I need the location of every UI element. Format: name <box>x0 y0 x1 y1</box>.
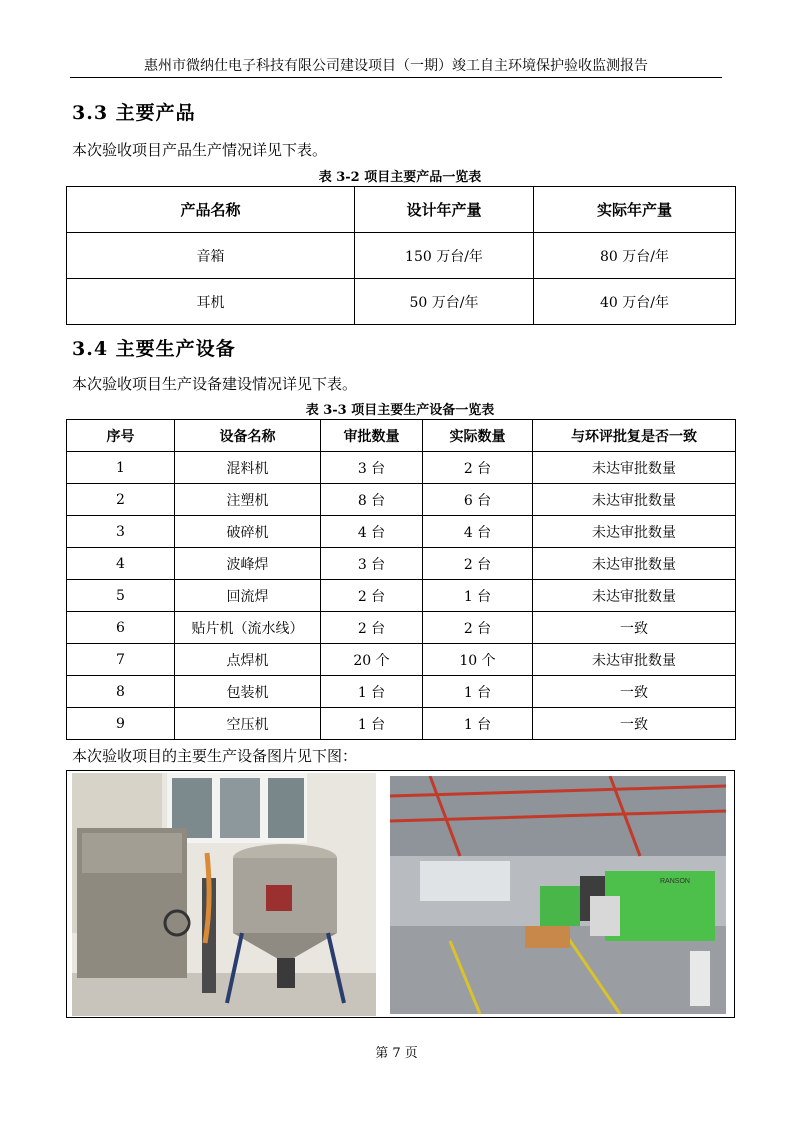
table-cell: 8 <box>67 676 175 708</box>
report-header: 惠州市微纳仕电子科技有限公司建设项目（一期）竣工自主环境保护验收监测报告 <box>144 58 648 74</box>
table-cell: 1 台 <box>423 708 533 740</box>
table-cell: 5 <box>67 580 175 612</box>
equipment-intro: 本次验收项目生产设备建设情况详见下表。 <box>72 375 358 393</box>
table-cell: 未达审批数量 <box>533 452 736 484</box>
table-cell: 回流焊 <box>175 580 321 612</box>
equipment-table-caption: 表 3-3 项目主要生产设备一览表 <box>305 403 495 418</box>
table-row <box>67 676 736 708</box>
table-cell: 9 <box>67 708 175 740</box>
table-cell: 破碎机 <box>175 516 321 548</box>
table-header-row <box>67 187 736 233</box>
table-cell: 3 <box>67 516 175 548</box>
table-cell: 2 <box>67 484 175 516</box>
table-cell: 包装机 <box>175 676 321 708</box>
table-cell: 150 万台/年 <box>355 233 534 279</box>
table-cell: 贴片机（流水线） <box>175 612 321 644</box>
table-cell: 8 台 <box>321 484 423 516</box>
table-cell: 4 台 <box>423 516 533 548</box>
table-cell: 混料机 <box>175 452 321 484</box>
table-cell: 未达审批数量 <box>533 644 736 676</box>
table-cell: 未达审批数量 <box>533 516 736 548</box>
table-row <box>67 612 736 644</box>
table-row <box>67 233 736 279</box>
table-cell: 10 个 <box>423 644 533 676</box>
machine-brand-label: RANSON <box>660 878 690 885</box>
table-cell: 80 万台/年 <box>534 233 736 279</box>
table-row <box>67 516 736 548</box>
table-cell: 3 台 <box>321 548 423 580</box>
table-cell: 2 台 <box>423 548 533 580</box>
table-cell: 未达审批数量 <box>533 580 736 612</box>
col-header: 序号 <box>67 420 175 452</box>
table-row <box>67 708 736 740</box>
photos-intro: 本次验收项目的主要生产设备图片见下图： <box>72 747 358 765</box>
table-cell: 一致 <box>533 676 736 708</box>
table-cell: 2 台 <box>321 612 423 644</box>
injection-workshop-photo <box>390 776 726 1014</box>
table-cell: 一致 <box>533 708 736 740</box>
col-header: 与环评批复是否一致 <box>533 420 736 452</box>
table-cell: 一致 <box>533 612 736 644</box>
col-header: 审批数量 <box>321 420 423 452</box>
table-cell: 注塑机 <box>175 484 321 516</box>
table-cell: 4 <box>67 548 175 580</box>
table-cell: 2 台 <box>423 612 533 644</box>
col-header: 实际年产量 <box>534 187 736 233</box>
products-table <box>66 186 736 325</box>
table-cell: 20 个 <box>321 644 423 676</box>
table-cell: 40 万台/年 <box>534 279 736 325</box>
table-cell: 1 台 <box>423 676 533 708</box>
table-cell: 波峰焊 <box>175 548 321 580</box>
table-cell: 未达审批数量 <box>533 484 736 516</box>
table-cell: 3 台 <box>321 452 423 484</box>
table-row <box>67 484 736 516</box>
mixer-photo <box>72 773 376 1016</box>
table-cell: 空压机 <box>175 708 321 740</box>
table-cell: 1 台 <box>423 580 533 612</box>
table-row <box>67 548 736 580</box>
section-heading-products: 3.3 主要产品 <box>72 102 196 124</box>
products-intro: 本次验收项目产品生产情况详见下表。 <box>72 141 328 159</box>
table-cell: 1 台 <box>321 676 423 708</box>
page-number: 第 7 页 <box>375 1046 418 1061</box>
table-cell: 1 <box>67 452 175 484</box>
table-cell: 未达审批数量 <box>533 548 736 580</box>
equipment-table <box>66 419 736 740</box>
table-cell: 50 万台/年 <box>355 279 534 325</box>
col-header: 设计年产量 <box>355 187 534 233</box>
table-cell: 2 台 <box>423 452 533 484</box>
header-divider <box>70 77 722 78</box>
table-header-row <box>67 420 736 452</box>
section-heading-equipment: 3.4 主要生产设备 <box>72 338 236 360</box>
table-cell: 6 <box>67 612 175 644</box>
col-header: 产品名称 <box>67 187 355 233</box>
col-header: 实际数量 <box>423 420 533 452</box>
table-row <box>67 279 736 325</box>
table-row <box>67 644 736 676</box>
table-cell: 音箱 <box>67 233 355 279</box>
table-cell: 1 台 <box>321 708 423 740</box>
products-table-caption: 表 3-2 项目主要产品一览表 <box>318 170 482 185</box>
table-cell: 6 台 <box>423 484 533 516</box>
table-cell: 2 台 <box>321 580 423 612</box>
table-cell: 点焊机 <box>175 644 321 676</box>
table-row <box>67 580 736 612</box>
table-cell: 7 <box>67 644 175 676</box>
col-header: 设备名称 <box>175 420 321 452</box>
table-cell: 4 台 <box>321 516 423 548</box>
table-cell: 耳机 <box>67 279 355 325</box>
table-row <box>67 452 736 484</box>
